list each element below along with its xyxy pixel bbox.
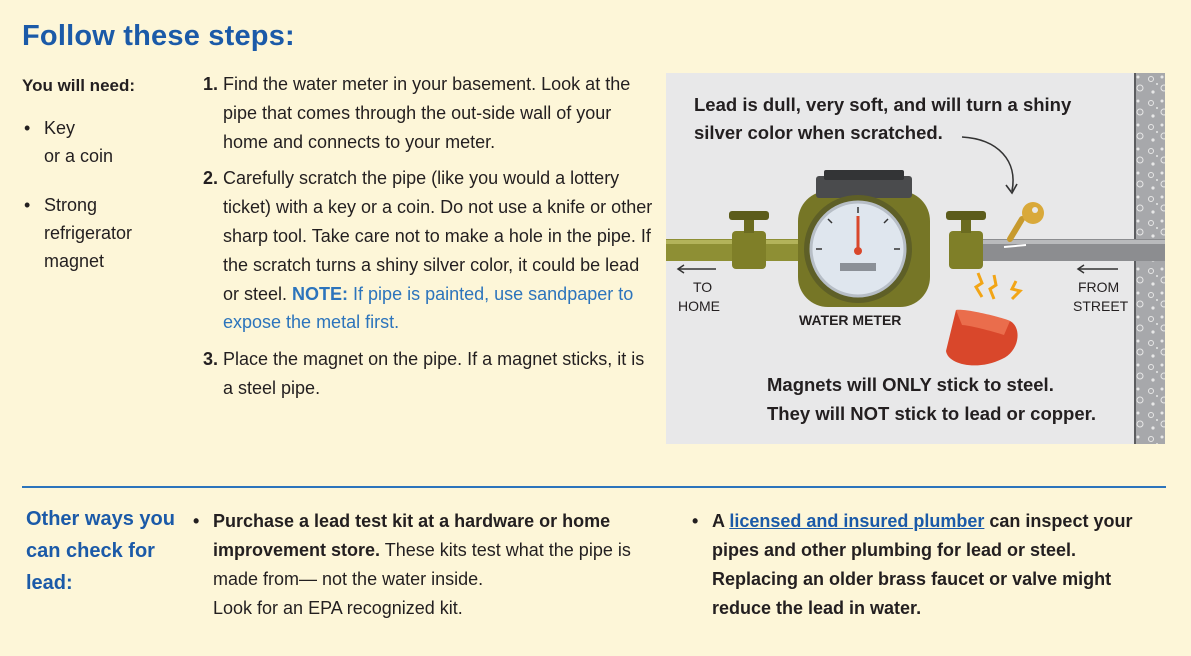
step-text: Find the water meter in your basement. Look at the pipe that comes through the out-side wall of your home and connects to your meter. (223, 74, 631, 152)
note-text: If pipe is painted, use sandpaper to expose the metal first. (223, 283, 634, 333)
bullet-icon: • (193, 511, 200, 531)
supply-line: Key (44, 118, 76, 138)
water-meter-icon (798, 170, 930, 307)
test-kit-tip (193, 507, 663, 623)
plumber-tip (692, 507, 1162, 623)
supplies-list (22, 114, 172, 296)
left-valve-icon (729, 211, 769, 269)
bullet-icon: • (24, 118, 31, 138)
water-meter-illustration (666, 73, 1165, 444)
other-ways-title: Other ways you can check for lead: (26, 508, 175, 594)
step-1 (203, 70, 653, 156)
step-number: 2. (203, 168, 219, 189)
plumber-text: can inspect your pipes and other plumbing for lead or steel. Replacing an older brass faucet or valve might reduce the lead in water. (712, 511, 1133, 618)
page-heading: Follow these steps: (22, 20, 295, 52)
step-text: Carefully scratch the pipe (like you would a lottery ticket) with a key or a coin. Do not use a knife or other sharp tool. Take care not to make a hole in the pipe. If the scratch turns a shiny silver color, it could be lead or steel. (223, 168, 653, 304)
bullet-icon: • (24, 195, 31, 215)
magnet-caption-line1: Magnets will ONLY stick to steel. (767, 374, 1054, 395)
supply-line: magnet (44, 251, 105, 271)
note-label: NOTE: (292, 283, 349, 304)
supply-item-key (22, 114, 172, 170)
plumber-prefix: A (712, 511, 730, 531)
test-kit-text: These kits test what the pipe is made from— not the water inside. (213, 540, 631, 589)
step-number: 3. (203, 349, 219, 370)
section-divider (22, 486, 1166, 488)
supply-line: Strong (44, 195, 98, 215)
water-meter-label: WATER METER (799, 312, 902, 328)
lead-caption-line1: Lead is dull, very soft, and will turn a shiny (694, 94, 1072, 115)
right-valve-icon (946, 211, 986, 269)
step-number: 1. (203, 74, 219, 94)
bullet-icon: • (692, 511, 699, 531)
licensed-plumber-link[interactable]: licensed and insured plumber (729, 511, 985, 531)
from-street-label-1: FROM (1078, 279, 1120, 295)
to-home-label-2: HOME (678, 298, 720, 314)
supply-item-magnet (22, 191, 172, 275)
test-kit-bold: Purchase a lead test kit at a hardware or home improvement store. (213, 511, 611, 560)
step-2 (203, 164, 653, 337)
magnet-caption-line2: They will NOT stick to lead or copper. (767, 403, 1096, 424)
bullet-row (692, 507, 1162, 623)
you-will-need-title: You will need: (22, 76, 136, 95)
supply-line: or a coin (44, 146, 114, 166)
from-street-label-2: STREET (1073, 298, 1129, 314)
steps-list (203, 70, 653, 411)
step-text: Place the magnet on the pipe. If a magnet sticks, it is a steel pipe. (223, 349, 645, 398)
bullet-row (193, 507, 663, 623)
to-home-label-1: TO (693, 279, 713, 295)
lead-caption-line2: silver color when scratched. (694, 122, 943, 143)
step-3 (203, 345, 653, 403)
supply-line: refrigerator (44, 223, 133, 243)
test-kit-text-2: Look for an EPA recognized kit. (213, 598, 463, 618)
